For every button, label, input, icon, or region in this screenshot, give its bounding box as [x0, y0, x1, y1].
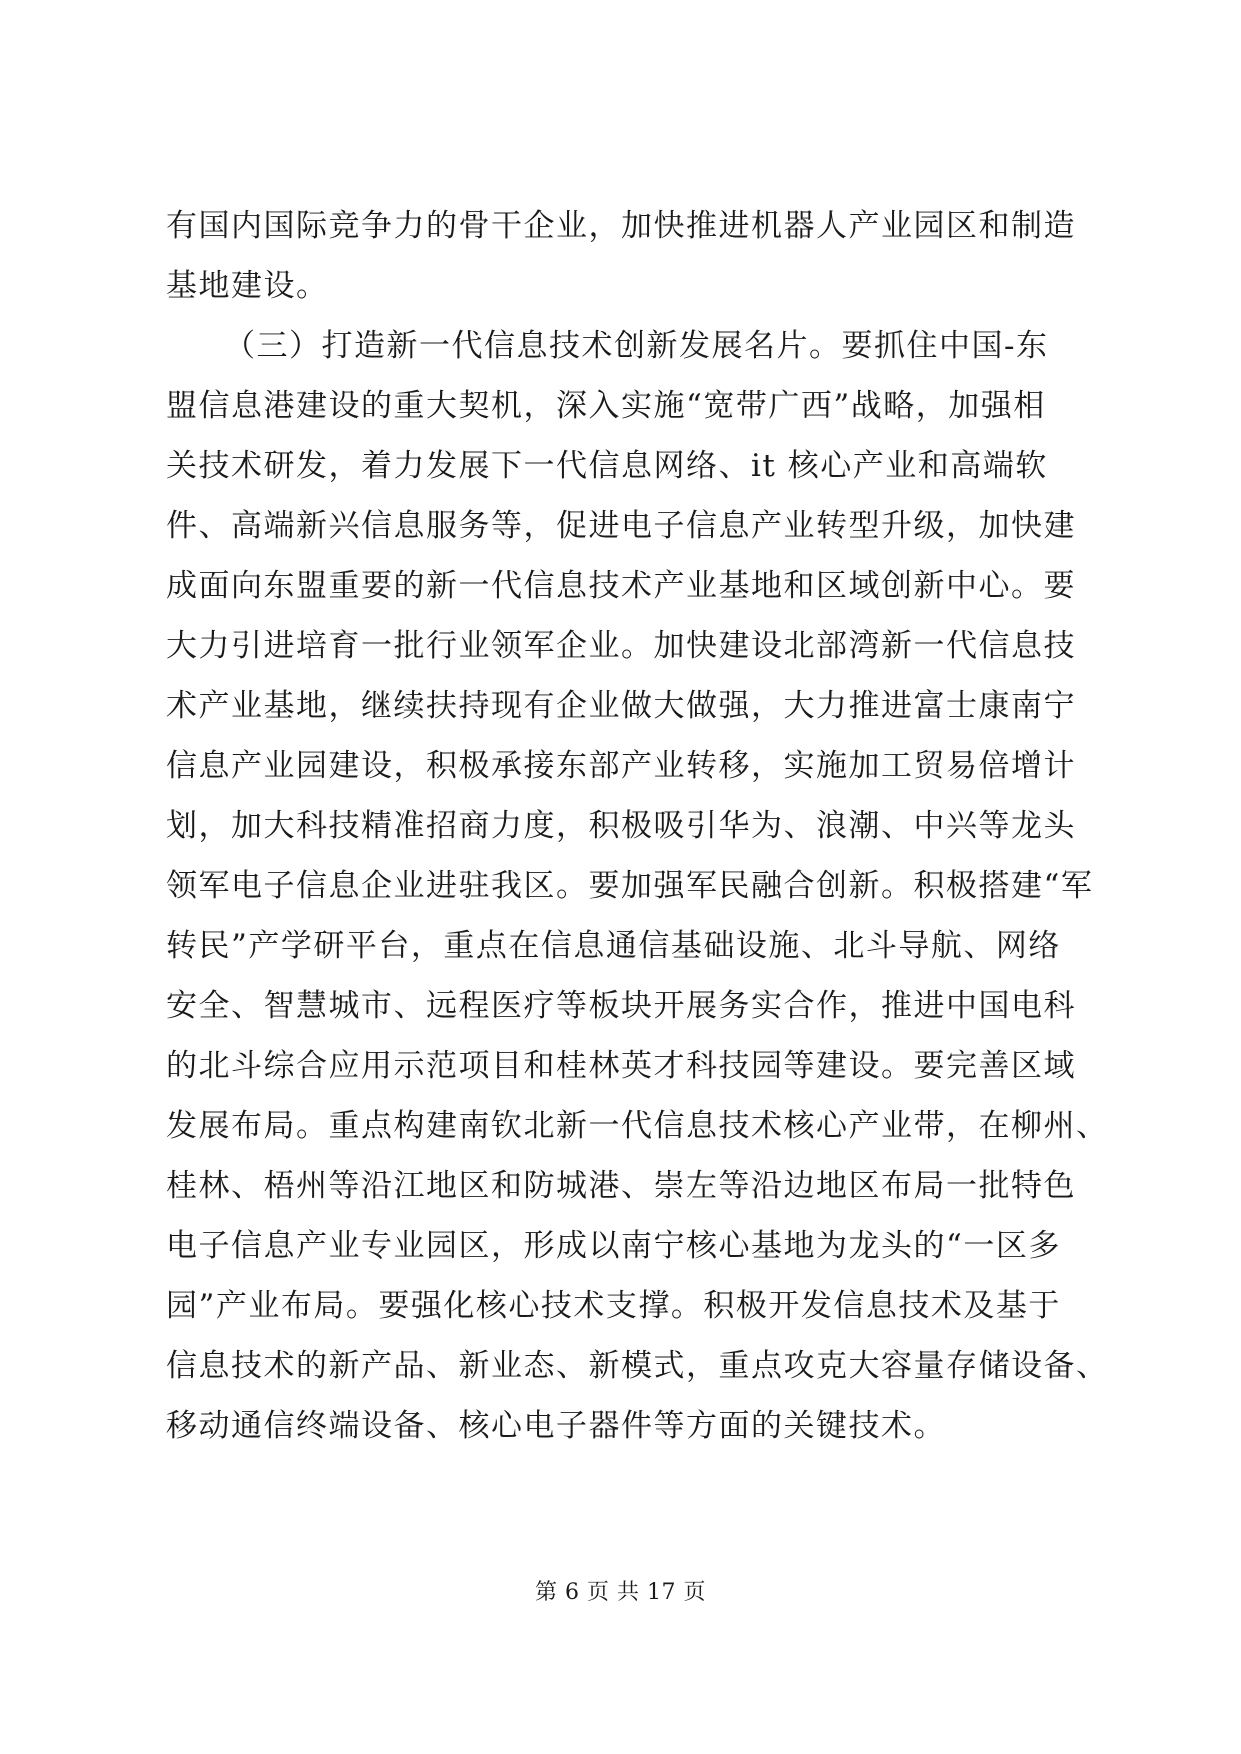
body-text-line: 移动通信终端设备、核心电子器件等方面的关键技术。: [166, 1408, 946, 1444]
body-text-line: 发展布局。重点构建南钦北新一代信息技术核心产业带，在柳州、: [166, 1108, 1109, 1144]
body-text-line: 园”产业布局。要强化核心技术支撑。积极开发信息技术及基于: [166, 1288, 1061, 1324]
body-text-line: 大力引进培育一批行业领军企业。加快建设北部湾新一代信息技: [166, 628, 1076, 664]
body-text-line: 基地建设。: [166, 268, 329, 304]
body-text-line: 有国内国际竞争力的骨干企业，加快推进机器人产业园区和制造: [166, 208, 1076, 244]
body-text-line: 划，加大科技精准招商力度，积极吸引华为、浪潮、中兴等龙头: [166, 808, 1076, 844]
body-text-line: 转民”产学研平台，重点在信息通信基础设施、北斗导航、网络: [166, 928, 1061, 964]
body-text-line: 安全、智慧城市、远程医疗等板块开展务实合作，推进中国电科: [166, 988, 1076, 1024]
body-text-line: 件、高端新兴信息服务等，促进电子信息产业转型升级，加快建: [166, 508, 1076, 544]
body-text-line: 桂林、梧州等沿江地区和防城港、崇左等沿边地区布局一批特色: [166, 1168, 1076, 1204]
body-text-line: 盟信息港建设的重大契机，深入实施“宽带广西”战略，加强相: [166, 388, 1046, 424]
body-text-line: 电子信息产业专业园区，形成以南宁核心基地为龙头的“一区多: [166, 1228, 1061, 1264]
page-number-footer: 第 6 页 共 17 页: [535, 1580, 706, 1605]
body-text-line: 领军电子信息企业进驻我区。要加强军民融合创新。积极搭建“军: [166, 868, 1094, 904]
section-heading-line: （三）打造新一代信息技术创新发展名片。要抓住中国-东: [224, 328, 1049, 364]
body-text-line: 信息产业园建设，积极承接东部产业转移，实施加工贸易倍增计: [166, 748, 1076, 784]
body-text-line: 关技术研发，着力发展下一代信息网络、it 核心产业和高端软: [166, 448, 1048, 484]
body-text-line: 成面向东盟重要的新一代信息技术产业基地和区域创新中心。要: [166, 568, 1076, 604]
body-text-line: 信息技术的新产品、新业态、新模式，重点攻克大容量存储设备、: [166, 1348, 1109, 1384]
body-text-line: 的北斗综合应用示范项目和桂林英才科技园等建设。要完善区域: [166, 1048, 1076, 1084]
body-text-line: 术产业基地，继续扶持现有企业做大做强，大力推进富士康南宁: [166, 688, 1076, 724]
